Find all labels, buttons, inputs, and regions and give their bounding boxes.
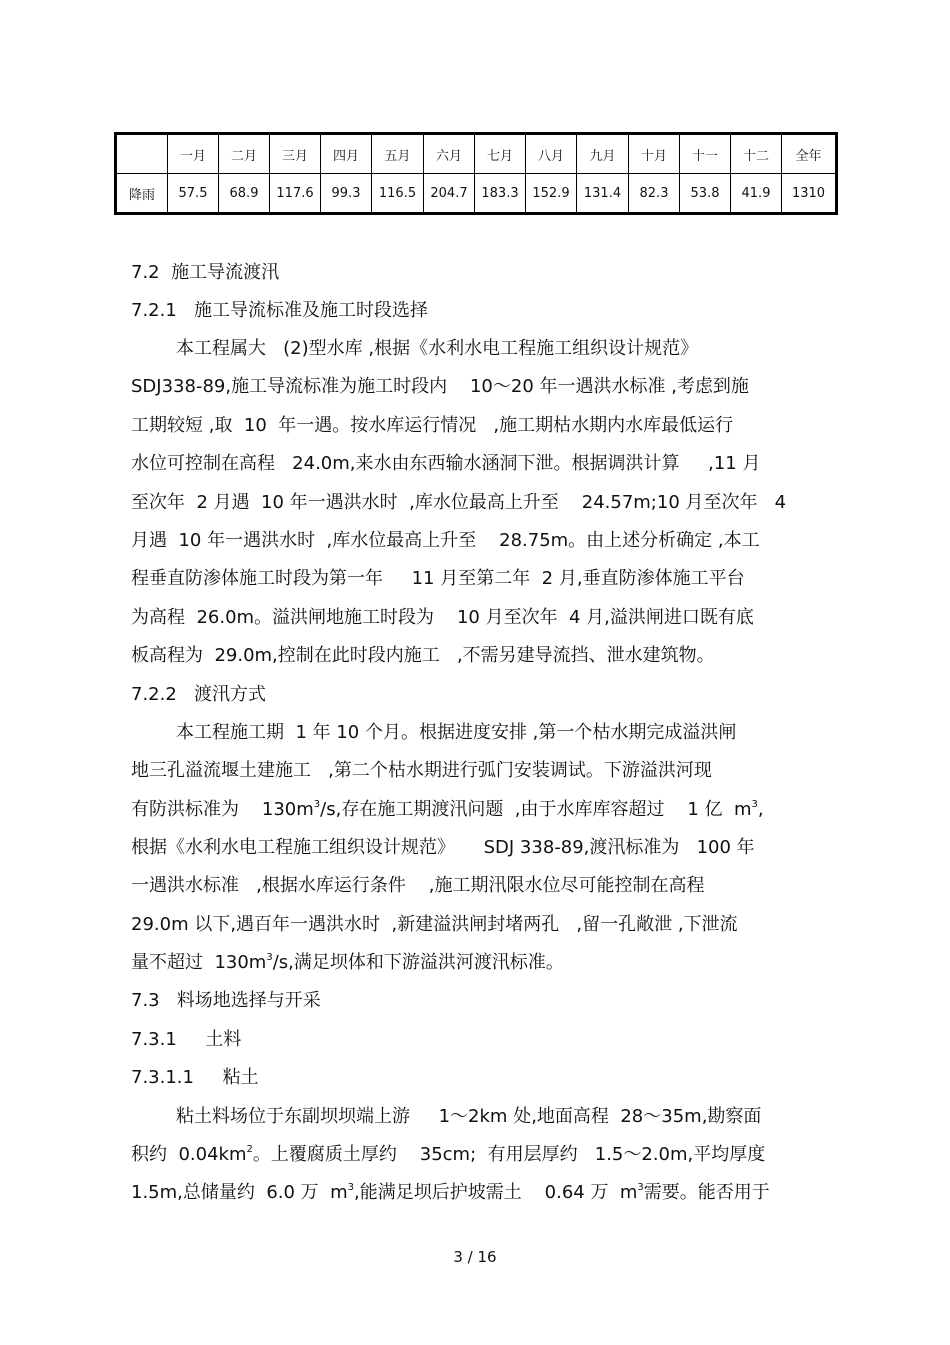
row-label-cell: 降雨: [116, 174, 168, 214]
subsection-heading: 7.2.2 渡汛方式: [131, 684, 266, 705]
table-cell: 131.4: [577, 174, 629, 214]
table-cell: 1310: [782, 174, 837, 214]
paragraph-line: 工期较短 ,取 10 年一遇。按水库运行情况 ,施工期枯水期内水库最低运行: [131, 415, 734, 436]
paragraph-line: 为高程 26.0m。溢洪闸地施工时段为 10 月至次年 4 月,溢洪闸进口既有底: [131, 607, 754, 628]
table-cell: 53.8: [680, 174, 731, 214]
section-heading: 7.2 施工导流渡汛: [131, 262, 280, 283]
table-header-cell: [116, 134, 168, 174]
table-header-cell: 十月: [629, 134, 680, 174]
paragraph-line: 根据《水利水电工程施工组织设计规范》 SDJ 338-89,渡汛标准为 100 年: [131, 837, 755, 858]
page-number: 3 / 16: [453, 1248, 497, 1266]
section-heading: 7.3 料场地选择与开采: [131, 990, 321, 1011]
table-header-cell: 九月: [577, 134, 629, 174]
paragraph-line: 水位可控制在高程 24.0m,来水由东西输水涵洞下泄。根据调洪计算 ,11 月: [131, 453, 761, 474]
subsection-heading: 7.2.1 施工导流标准及施工时段选择: [131, 300, 428, 321]
paragraph-line: 程垂直防渗体施工时段为第一年 11 月至第二年 2 月,垂直防渗体施工平台: [131, 568, 745, 589]
table-cell: 117.6: [270, 174, 321, 214]
table-cell: 82.3: [629, 174, 680, 214]
table-cell: 116.5: [372, 174, 424, 214]
table-cell: 41.9: [731, 174, 782, 214]
table-header-cell: 一月: [168, 134, 219, 174]
subsection-heading: 7.3.1 土料: [131, 1029, 242, 1050]
paragraph-line: 月遇 10 年一遇洪水时 ,库水位最高上升至 28.75m。由上述分析确定 ,本工: [131, 530, 760, 551]
paragraph-line: 地三孔溢流堰土建施工 ,第二个枯水期进行弧门安装调试。下游溢洪河现: [131, 760, 712, 781]
paragraph-line: SDJ338-89,施工导流标准为施工时段内 10～20 年一遇洪水标准 ,考虑到施: [131, 376, 749, 397]
paragraph-line: 本工程属大 (2)型水库 ,根据《水利水电工程施工组织设计规范》: [176, 338, 699, 359]
subsection-heading: 7.3.1.1 粘土: [131, 1067, 259, 1088]
table-cell: 152.9: [526, 174, 577, 214]
paragraph-line: 至次年 2 月遇 10 年一遇洪水时 ,库水位最高上升至 24.57m;10 月至次年 4: [131, 492, 787, 513]
paragraph-line: 粘土料场位于东副坝坝端上游 1～2km 处,地面高程 28～35m,勘察面: [176, 1106, 762, 1127]
table-header-cell: 八月: [526, 134, 577, 174]
table-cell: 99.3: [321, 174, 372, 214]
table-cell: 183.3: [475, 174, 526, 214]
paragraph-line: 板高程为 29.0m,控制在此时段内施工 ,不需另建导流挡、泄水建筑物。: [131, 645, 715, 666]
table-header-cell: 六月: [424, 134, 475, 174]
rainfall-table: [114, 132, 838, 215]
table-cell: 57.5: [168, 174, 219, 214]
table-cell: 204.7: [424, 174, 475, 214]
table-header-cell: 五月: [372, 134, 424, 174]
paragraph-line: 一遇洪水标准 ,根据水库运行条件 ,施工期汛限水位尽可能控制在高程: [131, 875, 705, 896]
table-header-cell: 四月: [321, 134, 372, 174]
paragraph-line: 1.5m,总储量约 6.0 万 $m^3$,能满足坝后护坡需土 0.64 万 $m^3$需要。能否用于: [131, 1182, 770, 1203]
table-header-cell: 全年: [782, 134, 837, 174]
table-header-cell: 二月: [219, 134, 270, 174]
table-header-cell: 三月: [270, 134, 321, 174]
paragraph-line: 29.0m 以下,遇百年一遇洪水时 ,新建溢洪闸封堵两孔 ,留一孔敞泄 ,下泄流: [131, 914, 738, 935]
paragraph-line: 有防洪标准为 $130m^3/s$,存在施工期渡汛问题 ,由于水库库容超过 1 亿 $m^3$,: [131, 799, 764, 820]
paragraph-line: 本工程施工期 1 年 10 个月。根据进度安排 ,第一个枯水期完成溢洪闸: [176, 722, 737, 743]
paragraph-line: 量不超过 $130m^3/s$,满足坝体和下游溢洪河渡汛标准。: [131, 952, 564, 973]
table-header-cell: 十二: [731, 134, 782, 174]
table-cell: 68.9: [219, 174, 270, 214]
table-row: [116, 174, 837, 214]
table-header-cell: 七月: [475, 134, 526, 174]
table-header-row: [116, 134, 837, 174]
paragraph-line: 积约 $0.04km^2$。上覆腐质土厚约 35cm; 有用层厚约 1.5～2.0m,平均厚度: [131, 1144, 766, 1165]
table-header-cell: 十一: [680, 134, 731, 174]
